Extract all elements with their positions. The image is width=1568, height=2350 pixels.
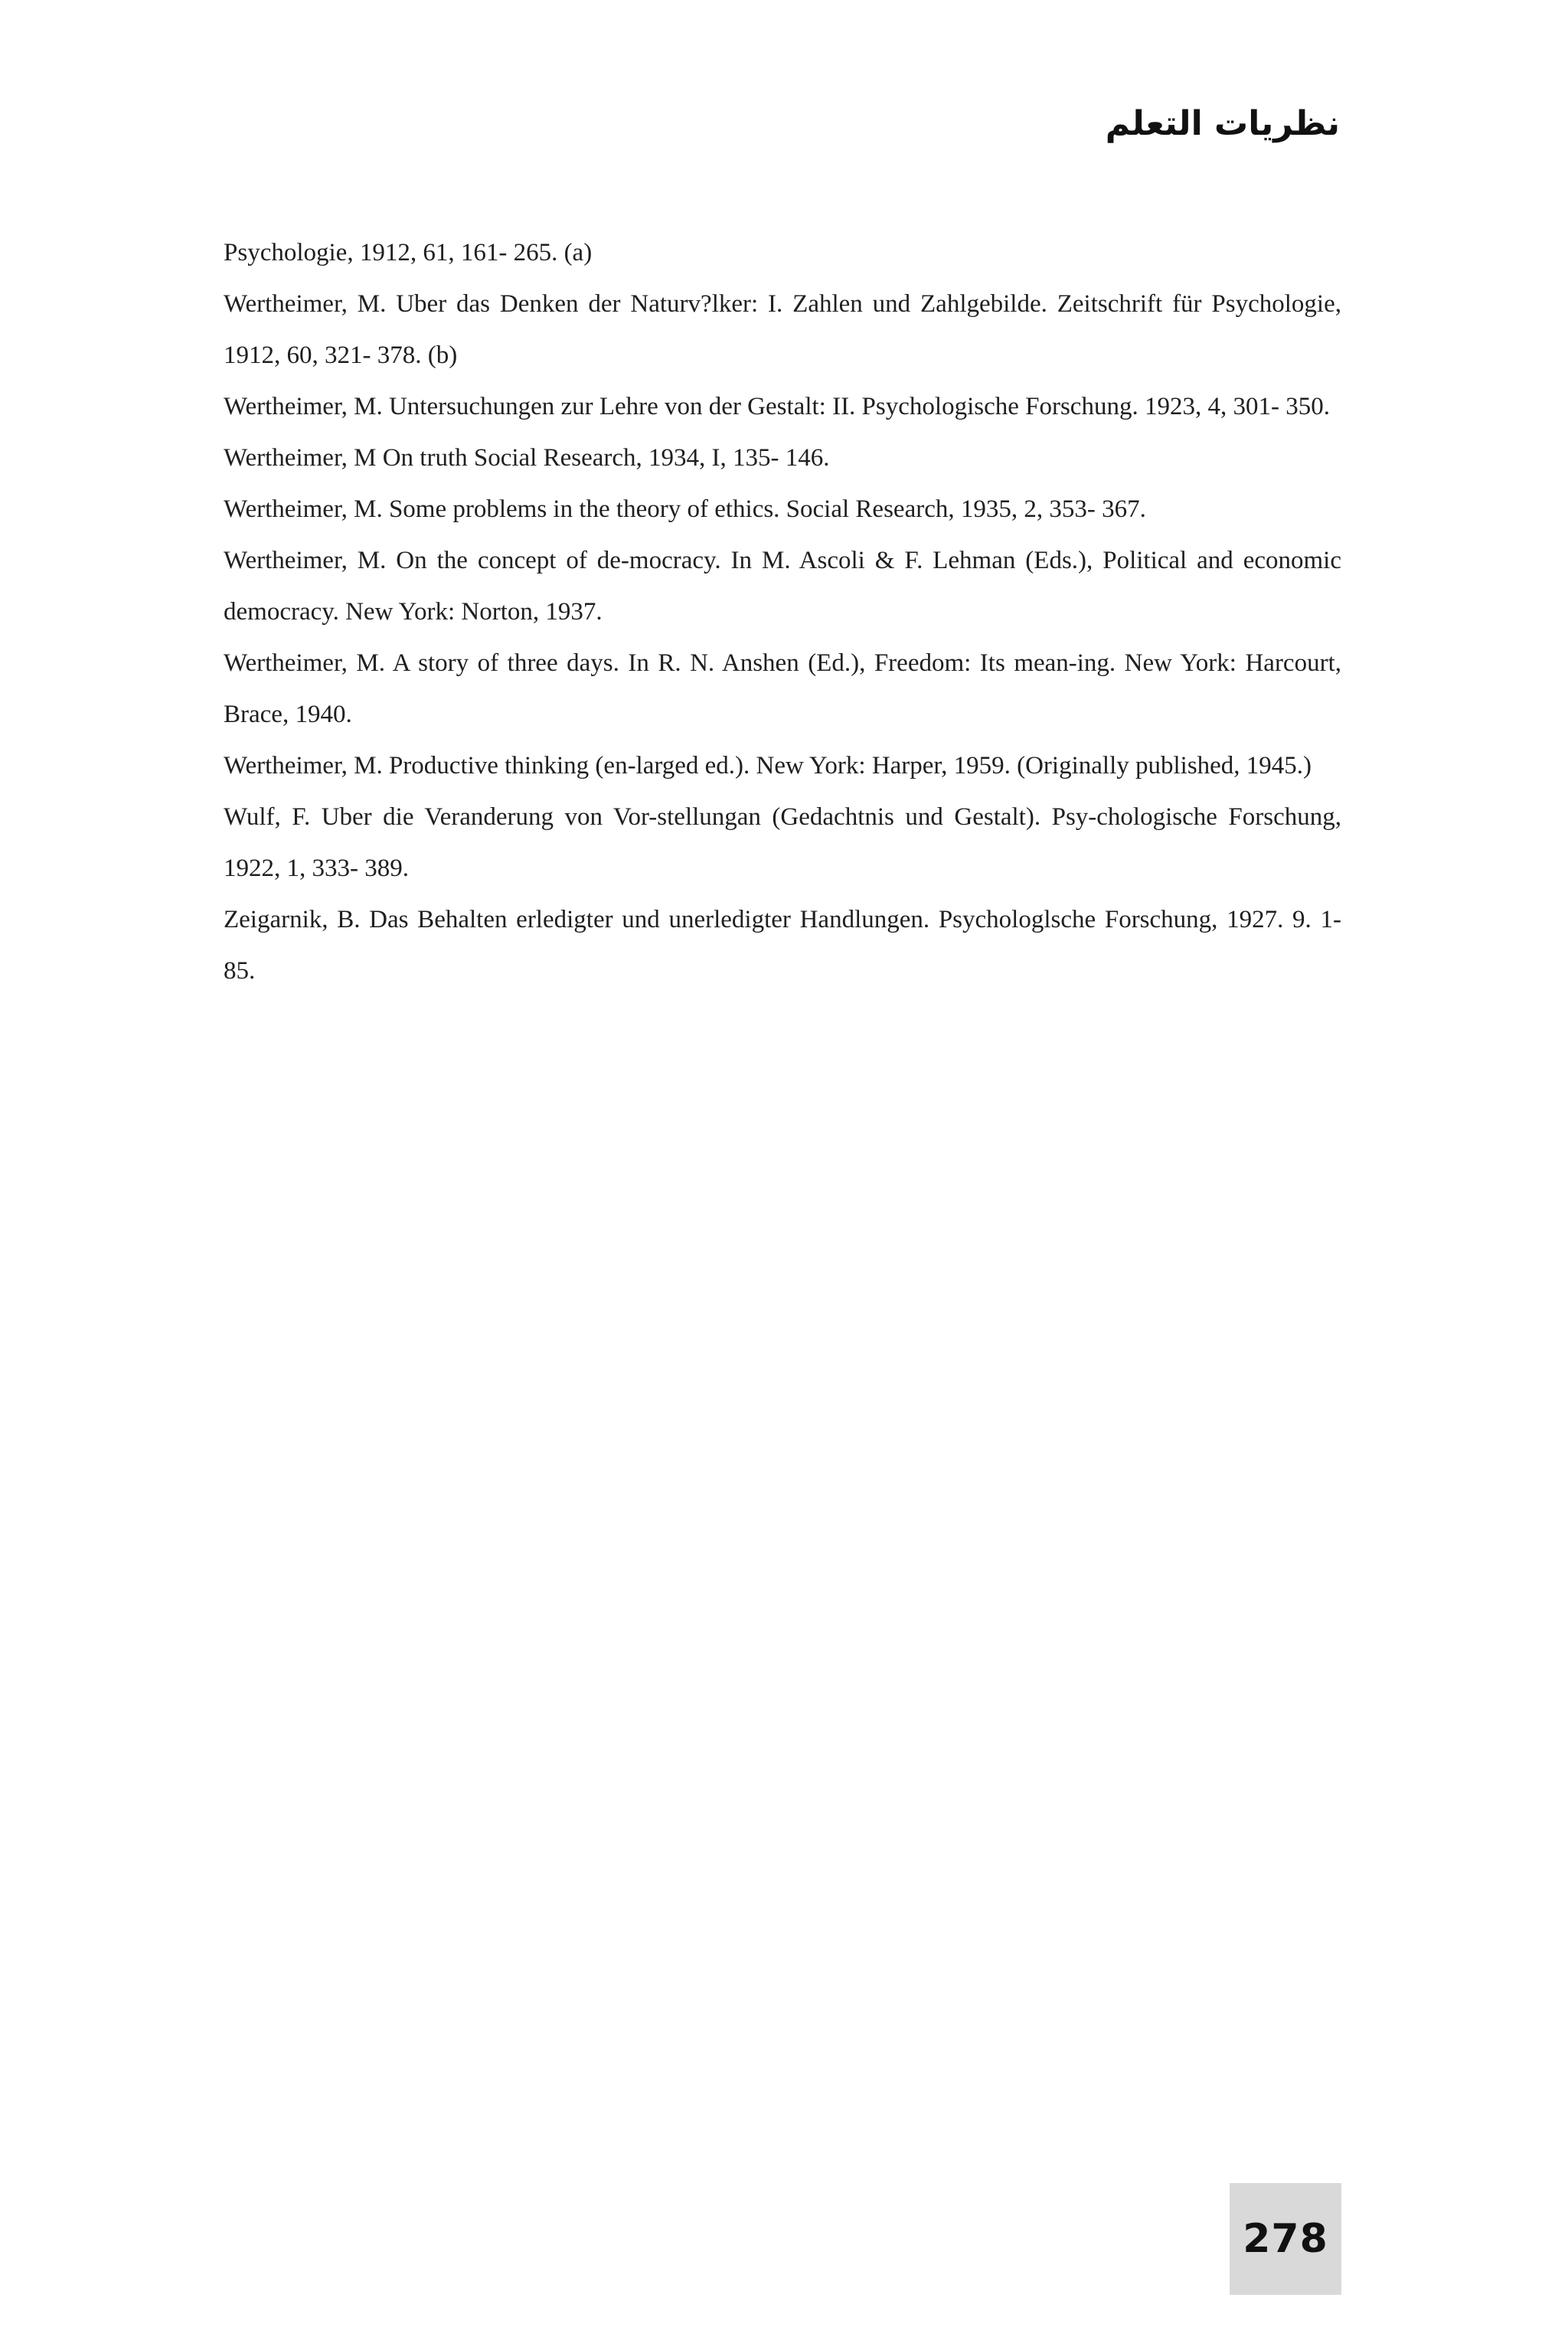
page-header-title: نظريات التعلم	[1105, 104, 1340, 143]
page-number: 278	[1243, 2216, 1328, 2262]
reference-entry: Wertheimer, M. Productive thinking (en-larged ed.). New York: Harper, 1959. (Originally published, 1945.)	[224, 752, 1312, 780]
reference-list	[224, 227, 1341, 997]
reference-entry: Wertheimer, M. Some problems in the theory of ethics. Social Research, 1935, 2, 353- 367.	[224, 495, 1146, 523]
reference-entry: Wertheimer, M. A story of three days. In R. N. Anshen (Ed.), Freedom: Its mean-ing. New York: Harcourt, Brace, 1940.	[224, 649, 1341, 728]
reference-entry: Wertheimer, M. Untersuchungen zur Lehre von der Gestalt: II. Psychologische Forschung. 1923, 4, 301- 350.	[224, 393, 1330, 420]
page-number-box	[1230, 2183, 1341, 2295]
reference-entry: Wertheimer, M On truth Social Research, 1934, I, 135- 146.	[224, 444, 830, 472]
reference-entry: Zeigarnik, B. Das Behalten erledigter und unerledigter Handlungen. Psychologlsche Forschung, 1927. 9. 1- 85.	[224, 906, 1341, 985]
reference-entry: Psychologie, 1912, 61, 161- 265. (a)	[224, 239, 593, 266]
reference-entry: Wulf, F. Uber die Veranderung von Vor-stellungan (Gedachtnis und Gestalt). Psy-chologische Forschung, 1922, 1, 333- 389.	[224, 803, 1341, 882]
reference-entry: Wertheimer, M. On the concept of de-mocracy. In M. Ascoli & F. Lehman (Eds.), Political and economic democracy. New York: Norton, 1937.	[224, 547, 1341, 626]
reference-entry: Wertheimer, M. Uber das Denken der Naturv?lker: I. Zahlen und Zahlgebilde. Zeitschrift für Psychologie, 1912, 60, 321- 378. (b)	[224, 290, 1341, 369]
